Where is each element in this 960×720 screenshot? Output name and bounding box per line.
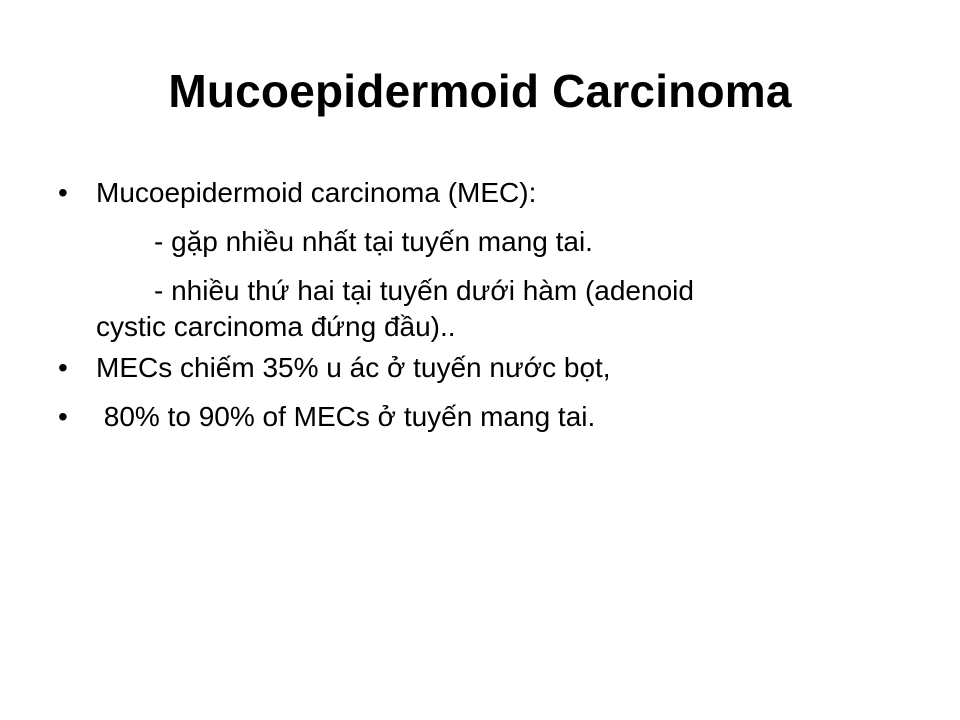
sub-point: - nhiều thứ hai tại tuyến dưới hàm (adenoid bbox=[154, 275, 694, 306]
bullet-marker: • bbox=[58, 352, 68, 383]
bullet-text: Mucoepidermoid carcinoma (MEC): bbox=[96, 177, 537, 208]
bullet-text: 80% to 90% of MECs ở tuyến mang tai. bbox=[96, 401, 596, 432]
bullet-marker: • bbox=[58, 177, 68, 208]
bullet-item bbox=[58, 392, 908, 441]
bullet-marker: • bbox=[58, 401, 68, 432]
bullet-item bbox=[58, 343, 908, 392]
slide-body bbox=[58, 168, 908, 441]
sub-point: - gặp nhiều nhất tại tuyến mang tai. bbox=[154, 226, 593, 257]
bullet-item bbox=[58, 168, 908, 343]
sub-point-continuation: cystic carcinoma đứng đầu).. bbox=[96, 311, 456, 342]
slide-title: Mucoepidermoid Carcinoma bbox=[168, 65, 792, 117]
bullet-text: MECs chiếm 35% u ác ở tuyến nước bọt, bbox=[96, 352, 611, 383]
